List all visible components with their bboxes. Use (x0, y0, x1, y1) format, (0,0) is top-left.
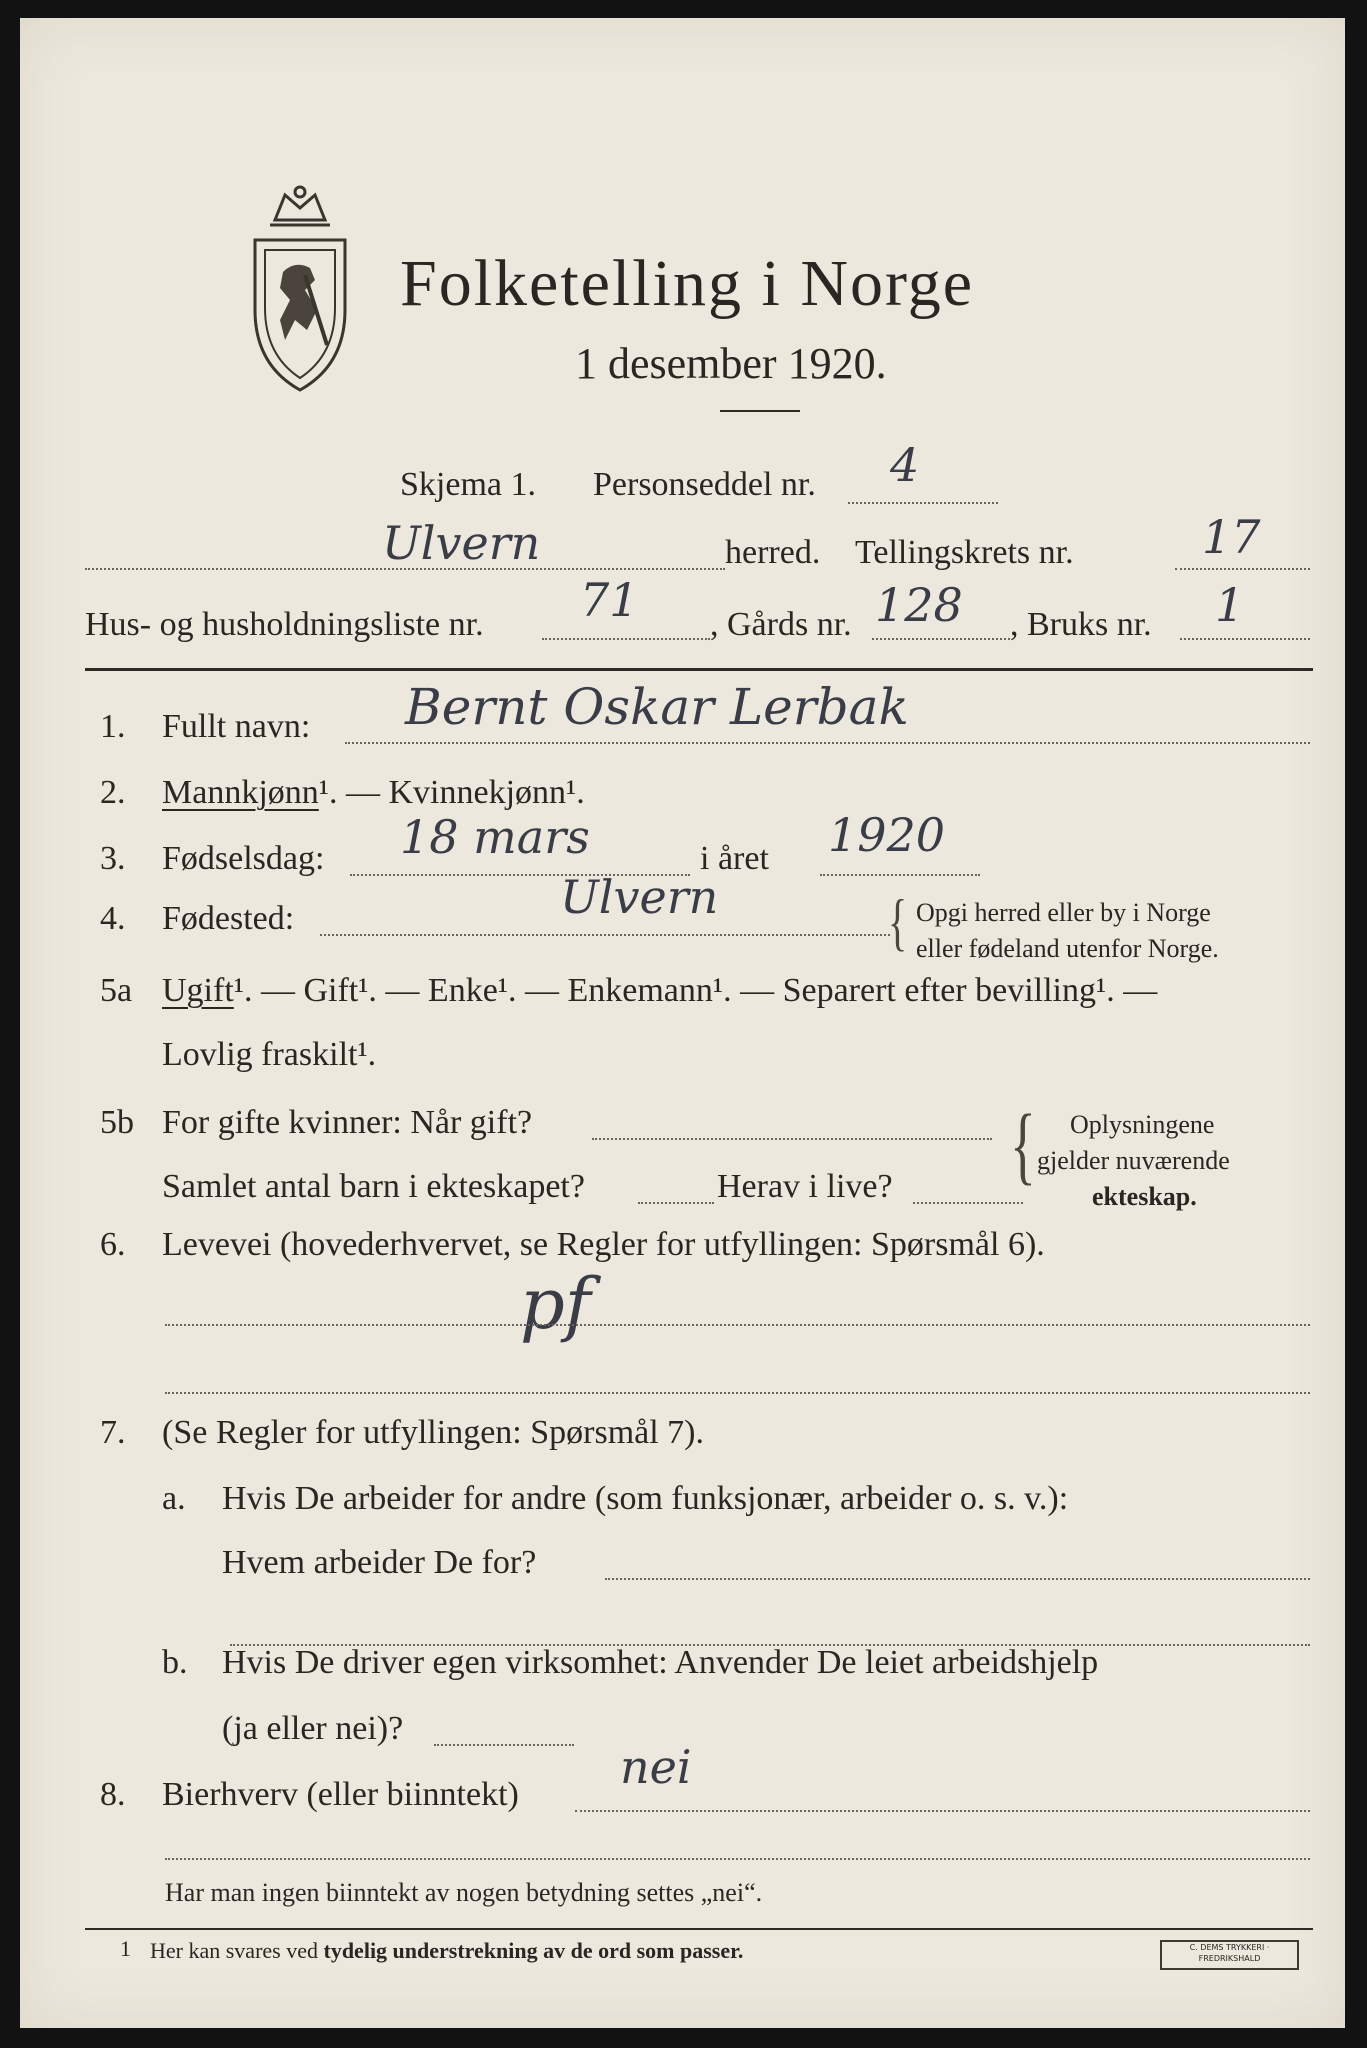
q7a-field-line-1 (605, 1578, 1310, 1580)
schema-label: Skjema 1. (400, 466, 536, 503)
q3-label: Fødselsdag: (162, 840, 325, 877)
q8-field-line (575, 1810, 1310, 1812)
q5b-brace: { (1010, 1097, 1036, 1193)
q1-field-line (345, 742, 1310, 744)
q1-label: Fullt navn: (162, 708, 311, 745)
footer-separator (85, 1928, 1313, 1930)
personseddel-field-line (848, 502, 998, 504)
occupation-field-line-2 (165, 1392, 1310, 1394)
census-form-sheet (20, 18, 1345, 2028)
mannkjonn-option-underlined: Mannkjønn (162, 774, 319, 811)
q7a-line2: Hvem arbeider De for? (222, 1544, 537, 1581)
ugift-option-underlined: Ugift (162, 972, 234, 1009)
title-divider (720, 410, 800, 412)
q5b-line2: Samlet antal barn i ekteskapet? (162, 1168, 585, 1205)
birthday-value: 18 mars (400, 810, 590, 864)
tellingskrets-field-line (1175, 568, 1310, 570)
year-field-line (820, 874, 980, 876)
personseddel-label: Personseddel nr. (593, 466, 816, 503)
q5b-alive-field-line (913, 1202, 1023, 1204)
bruks-label: , Bruks nr. (1010, 606, 1152, 643)
q5b-herav-label: Herav i live? (717, 1168, 893, 1205)
herred-label: herred. (725, 534, 821, 571)
occupation-value: pf (520, 1263, 591, 1345)
kvinnekjonn-option: Kvinnekjønn¹. (388, 774, 585, 811)
q4-number: 4. (100, 900, 126, 937)
q8-extra-line (165, 1858, 1310, 1860)
q2-separator: ¹. — (318, 774, 389, 811)
year-label: i året (700, 840, 769, 877)
husholdningsliste-label: Hus- og husholdningsliste nr. (85, 606, 484, 643)
tellingskrets-label: Tellingskrets nr. (855, 534, 1074, 571)
q5b-note-line3: ekteskap. (1092, 1182, 1197, 1211)
printer-stamp: C. DEMS TRYKKERI · FREDRIKSHALD (1160, 1940, 1299, 1970)
q7b-number: b. (162, 1644, 188, 1681)
q5a-options (162, 972, 1157, 1010)
husholdningsliste-field-line (542, 638, 710, 640)
q8-number: 8. (100, 1776, 126, 1813)
gards-number: 128 (875, 578, 963, 632)
q5a-other-options: ¹. — Gift¹. — Enke¹. — Enkemann¹. — Separert efter bevilling¹. — (233, 972, 1158, 1009)
q7b-field-line (434, 1744, 574, 1746)
herred-value: Ulvern (382, 516, 541, 570)
census-date: 1 desember 1920. (575, 339, 887, 388)
q5b-note-line1: Oplysningene (1070, 1110, 1215, 1139)
husholdningsliste-number: 71 (580, 573, 639, 627)
q5b-children-field-line (638, 1202, 714, 1204)
q6-number: 6. (100, 1226, 126, 1263)
biinntekt-note: Har man ingen biinntekt av nogen betydning settes „nei“. (165, 1878, 763, 1907)
occupation-field-line-1 (165, 1324, 1310, 1326)
gards-label: , Gårds nr. (710, 606, 852, 643)
full-name-value: Bernt Oskar Lerbak (405, 678, 909, 736)
birth-year-value: 1920 (828, 808, 946, 862)
q7-label: (Se Regler for utfyllingen: Spørsmål 7). (162, 1414, 705, 1451)
personseddel-number: 4 (890, 438, 920, 492)
q2-options (162, 774, 585, 812)
footnote-marker: 1 (120, 1936, 131, 1961)
q4-brace: { (888, 885, 908, 958)
q7a-number: a. (162, 1480, 186, 1517)
form-title: Folketelling i Norge (400, 247, 975, 320)
bruks-field-line (1180, 638, 1310, 640)
gards-field-line (872, 638, 1010, 640)
q7a-line1: Hvis De arbeider for andre (som funksjonær, arbeider o. s. v.): (222, 1480, 1069, 1517)
header-separator (85, 668, 1313, 671)
norwegian-coat-of-arms-icon (235, 180, 365, 400)
q7-number: 7. (100, 1414, 126, 1451)
birthplace-field-line (320, 934, 890, 936)
footnote-plain: Her kan svares ved (150, 1938, 318, 1963)
bruks-number: 1 (1215, 578, 1245, 632)
q5b-number: 5b (100, 1104, 134, 1141)
q5a-line2: Lovlig fraskilt¹. (162, 1036, 377, 1073)
birthplace-value: Ulvern (560, 870, 719, 924)
q5b-married-field-line (592, 1138, 992, 1140)
q1-number: 1. (100, 708, 126, 745)
q5b-note-line2: gjelder nuværende (1037, 1146, 1230, 1175)
q8-label: Bierhverv (eller biinntekt) (162, 1776, 519, 1813)
side-income-value: nei (620, 1740, 692, 1794)
q4-note-line1: Opgi herred eller by i Norge (916, 898, 1211, 927)
q2-number: 2. (100, 774, 126, 811)
q6-label: Levevei (hovederhvervet, se Regler for utfyllingen: Spørsmål 6). (162, 1226, 1045, 1263)
q7b-line2: (ja eller nei)? (222, 1710, 404, 1747)
q5b-line1: For gifte kvinner: Når gift? (162, 1104, 533, 1141)
q4-label: Fødested: (162, 900, 295, 937)
footnote-bold: tydelig understrekning av de ord som passer. (323, 1938, 744, 1963)
q3-number: 3. (100, 840, 126, 877)
footnote-text (150, 1938, 743, 1964)
q7b-line1: Hvis De driver egen virksomhet: Anvender De leiet arbeidshjelp (222, 1644, 1099, 1681)
tellingskrets-number: 17 (1202, 510, 1261, 564)
q4-note-line2: eller fødeland utenfor Norge. (916, 934, 1219, 963)
q5a-number: 5a (100, 972, 133, 1009)
